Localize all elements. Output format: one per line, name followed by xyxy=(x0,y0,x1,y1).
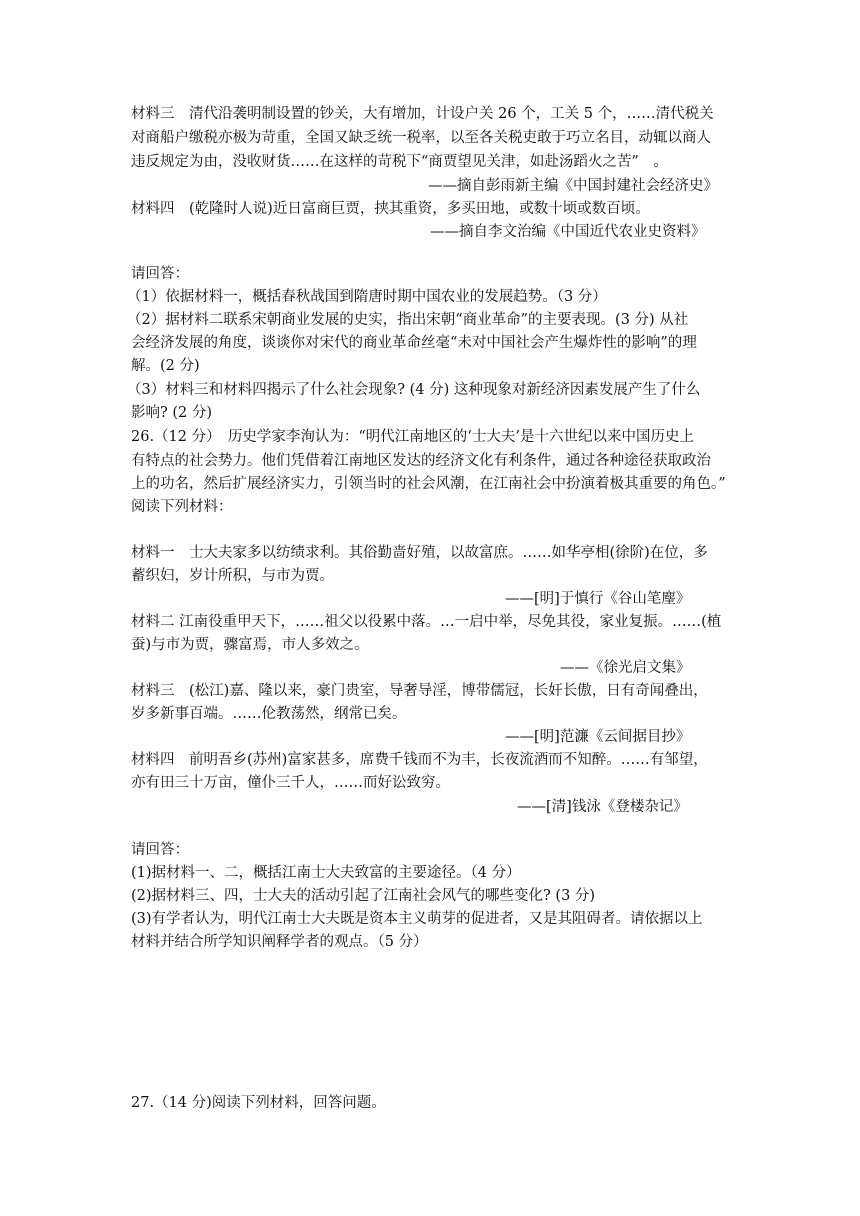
question-3-line: 影响? (2 分) xyxy=(131,405,213,421)
material-4-line: 材料四 (乾隆时人说)近日富商巨贾，挟其重资，多买田地，或数十顷或数百顷。 xyxy=(131,201,650,217)
q26-material-1-line: 材料一 士大夫家多以纺绩求利。其俗勤啬好殖，以故富庶。……如华亭相(徐阶)在位，多 xyxy=(131,545,708,561)
q26-material-3-line: 岁多新事百端。……伦教荡然，纲常已矣。 xyxy=(131,706,407,722)
question-27-intro: 27.（14 分)阅读下列材料，回答问题。 xyxy=(131,1095,386,1111)
q26-material-4-line: 亦有田三十万亩，僮仆三千人，……而好讼致穷。 xyxy=(131,775,450,791)
q26-ask-3-line: (3)有学者认为，明代江南士大夫既是资本主义萌芽的促进者，又是其阻碍者。请依据以上 xyxy=(131,911,703,927)
question-2-line: 解。(2 分) xyxy=(131,358,200,374)
q26-material-3-line: 材料三 (松江)嘉、隆以来，豪门贵室，导奢导淫，博带儒冠，长奸长傲，日有奇闻叠出， xyxy=(131,683,708,699)
material-3-source: ——摘自彭雨新主编《中国封建社会经济史》 xyxy=(428,178,718,194)
q26-material-2-line: 材料二 江南役重甲天下，……祖父以役累中落。…一启中举，尽免其役，家业复振。……(植 xyxy=(131,614,722,630)
question-2-line: （2）据材料二联系宋朝商业发展的史实，指出宋朝“商业革命”的主要表现。(3 分) 从社 xyxy=(127,312,689,328)
material-3-line: 材料三 清代沿袭明制设置的钞关，大有增加，计设户关 26 个，工关 5 个，……清代税关 xyxy=(131,106,714,122)
question-26-intro: 26.（12 分） 历史学家李洵认为：“明代江南地区的‘士大夫’是十六世纪以来中国历史上 xyxy=(131,429,694,445)
material-4-source: ——摘自李文治编《中国近代农业史资料》 xyxy=(430,224,706,240)
q26-material-2-line: 蚕)与市为贾，骤富焉，市人多效之。 xyxy=(131,637,369,653)
question-3-line: （3）材料三和材料四揭示了什么社会现象? (4 分) 这种现象对新经济因素发展产生了什么 xyxy=(127,382,701,398)
material-3-line: 对商船户缴税亦极为苛重，全国又缺乏统一税率，以至各关税吏敢于巧立名目，动辄以商人 xyxy=(131,130,711,146)
q26-material-1-source: ——[明]于慎行《谷山笔麈》 xyxy=(505,591,691,607)
questions-heading: 请回答： xyxy=(131,266,189,282)
q26-ask-3-line: 材料并结合所学知识阐释学者的观点。（5 分） xyxy=(131,934,428,950)
q26-material-1-line: 蓄织妇，岁计所积，与市为贾。 xyxy=(131,568,334,584)
q26-ask-heading: 请回答： xyxy=(131,842,189,858)
q26-ask-2: (2)据材料三、四，士大夫的活动引起了江南社会风气的哪些变化? (3 分) xyxy=(131,888,596,904)
q26-ask-1: (1)据材料一、二，概括江南士大夫致富的主要途径。（4 分） xyxy=(131,865,521,881)
question-1: （1）依据材料一，概括春秋战国到隋唐时期中国农业的发展趋势。（3 分） xyxy=(127,289,607,305)
question-26-intro: 有特点的社会势力。他们凭借着江南地区发达的经济文化有利条件，通过各种途径获取政治 xyxy=(131,453,711,469)
question-2-line: 会经济发展的角度，谈谈你对宋代的商业革命丝毫“未对中国社会产生爆炸性的影响”的理 xyxy=(131,335,697,351)
q26-material-2-source: ——《徐光启文集》 xyxy=(560,660,691,676)
question-26-intro: 阅读下列材料： xyxy=(131,499,233,515)
q26-material-3-source: ——[明]范濂《云间据目抄》 xyxy=(505,729,691,745)
material-3-line: 违反规定为由，没收财货……在这样的苛税下“商贾望见关津，如赴汤蹈火之苦” 。 xyxy=(131,154,668,170)
question-26-intro: 上的功名，然后扩展经济实力，引领当时的社会风潮，在江南社会中扮演着极其重要的角色。” xyxy=(131,476,726,492)
q26-material-4-line: 材料四 前明吾乡(苏州)富家甚多，席费千钱而不为丰，长夜流酒而不知醉。……有邹望， xyxy=(131,752,708,768)
q26-material-4-source: ——[清]钱泳《登楼杂记》 xyxy=(517,799,688,815)
